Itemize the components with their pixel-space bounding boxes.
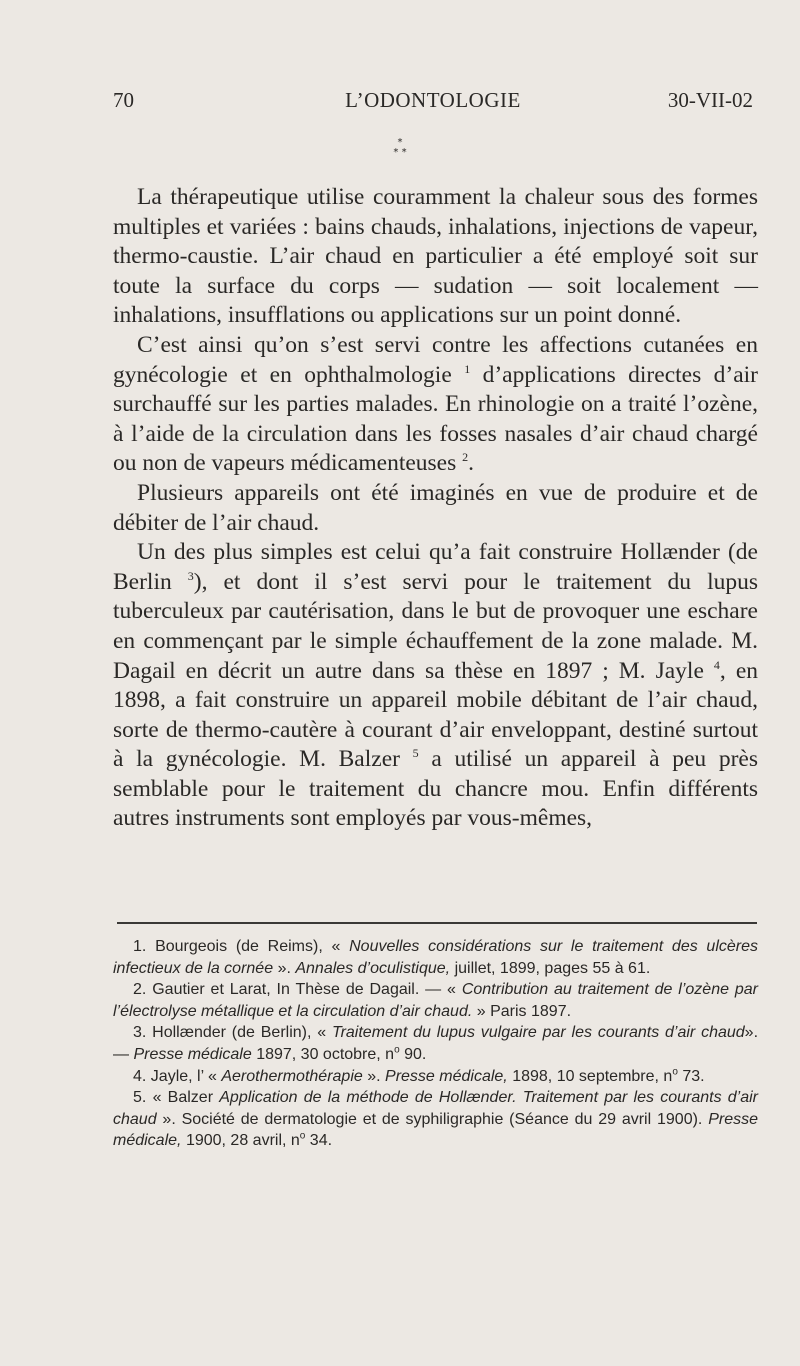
footnote-sup: o [299, 1131, 306, 1143]
footnote-journal: Presse médicale [133, 1045, 252, 1063]
footnote-text: 1900, 28 avril, n [185, 1132, 300, 1150]
footnote-journal: Presse médicale, [385, 1067, 508, 1085]
footnote-text: Jayle, l’ « [150, 1067, 217, 1085]
footnote-text: juillet, 1899, pages 55 à 61. [454, 959, 651, 977]
asterism-bottom: * * [393, 147, 407, 158]
footnote-text: Hollænder (de Berlin), « [152, 1024, 327, 1042]
paragraph-4-text-a: Un des plus simples est celui qu’a fait construire Hollænder (de Berlin [113, 539, 758, 595]
footnote-journal: Presse médicale, [113, 1110, 758, 1150]
footnote-text: Bourgeois (de Reims), « [155, 938, 341, 955]
footnote-2 [113, 979, 758, 1022]
paragraph-4-text-b: ), et dont il s’est servi pour le traitement du lupus tuberculeux par cautérisation, dans le but de provoquer une eschare en commençant par le simple échauffement de la zone malade. M. Dagail en décrit un autre dans sa thèse en 1897 ; M. Jayle [113, 568, 758, 684]
footnote-text: ». Société de dermatologie et de syphiligraphie (Séance du 29 avril 1900). [162, 1110, 703, 1128]
footnote-5 [113, 1087, 758, 1152]
footnote-ref-4: 4 [713, 657, 720, 672]
footnote-sup: o [672, 1066, 678, 1078]
main-text [113, 183, 758, 834]
footnote-ref-5: 5 [412, 746, 419, 761]
section-asterism [0, 138, 800, 158]
paragraph-2-text-a: C’est ainsi qu’on s’est servi contre les affections cutanées en gynécologie et en ophthalmologie [113, 331, 758, 388]
footnote-number: 5. [133, 1089, 147, 1107]
footnote-1 [113, 936, 758, 979]
footnote-title: Application de la méthode de Hollænder. Traitement par les courants d’air chaud [113, 1089, 759, 1128]
footnote-text: ». — [113, 1024, 759, 1063]
footnote-4 [113, 1066, 758, 1088]
footnote-text: Gautier et Larat, In Thèse de Dagail. — « [152, 981, 456, 999]
journal-title: L’ODONTOLOGIE [345, 88, 521, 112]
footnote-text: 1898, 10 septembre, n [512, 1067, 673, 1085]
footnote-text: ». [367, 1067, 381, 1085]
footnotes [113, 936, 758, 1152]
footnote-text: » Paris 1897. [476, 1002, 572, 1020]
footnote-title: Traitement du lupus vulgaire par les courants d’air chaud [331, 1024, 745, 1042]
footnote-title: Contribution au traitement de l’ozène par l’électrolyse métallique et la circulation d’air chaud. [113, 981, 759, 1020]
paragraph-2 [113, 331, 758, 479]
issue-date: 30-VII-02 [667, 88, 753, 112]
footnote-number: 3. [133, 1024, 147, 1042]
paragraph-1: La thérapeutique utilise couramment la chaleur sous des formes multiples et variées : bains chauds, inhalations, injections de vapeur, thermo-caustie. L’air chaud en particulier a été employé soit sur toute la surface du corps — sudation — soit localement — inhalations, insufflations ou applications sur un point donné. [113, 184, 758, 329]
paragraph-4-text-d: a utilisé un appareil à peu près semblable pour le traitement du chancre mou. Enfin différents autres instruments sont employés par vous-mêmes, [113, 746, 758, 832]
footnote-number: 4. [133, 1067, 147, 1085]
footnote-text: 1897, 30 octobre, n [256, 1045, 395, 1063]
footnote-text: ». [277, 959, 291, 977]
paragraph-2-text-b: d’applications directes d’air surchauffé sur les parties malades. En rhinologie on a traité l’ozène, à l’aide de la circulation dans les fosses nasales d’air chaud chargé ou non de vapeurs médicamenteuses [113, 361, 759, 477]
running-header [113, 88, 753, 118]
paragraph-3: Plusieurs appareils ont été imaginés en vue de produire et de débiter de l’air chaud. [113, 479, 758, 536]
paragraph-2-text-c: . [468, 450, 475, 477]
footnote-title: Nouvelles considérations sur le traitement des ulcères infectieux de la cornée [113, 938, 759, 977]
paragraph-4 [113, 538, 758, 834]
footnote-text: 73. [677, 1067, 705, 1085]
page-number: 70 [113, 88, 134, 112]
footnote-3 [113, 1022, 758, 1065]
footnote-text: 34. [305, 1132, 333, 1150]
footnote-ref-1: 1 [464, 361, 471, 376]
footnote-number: 1. [133, 938, 147, 955]
footnote-divider [117, 922, 757, 924]
asterism-top: * [397, 137, 403, 148]
footnote-text: « Balzer [152, 1089, 214, 1107]
footnote-number: 2. [133, 981, 147, 999]
footnote-text: 90. [399, 1045, 427, 1063]
footnote-ref-2: 2 [462, 450, 469, 465]
footnote-title: Aerothermothérapie [221, 1067, 363, 1085]
paragraph-4-text-c: , en 1898, a fait construire un appareil mobile débitant de l’air chaud, sorte de thermo-cautère à courant d’air enveloppant, destiné surtout à la gynécologie. M. Balzer [113, 657, 759, 773]
footnote-journal: Annales d’oculistique, [295, 959, 451, 977]
footnote-ref-3: 3 [187, 568, 194, 583]
footnote-sup: o [394, 1044, 400, 1056]
